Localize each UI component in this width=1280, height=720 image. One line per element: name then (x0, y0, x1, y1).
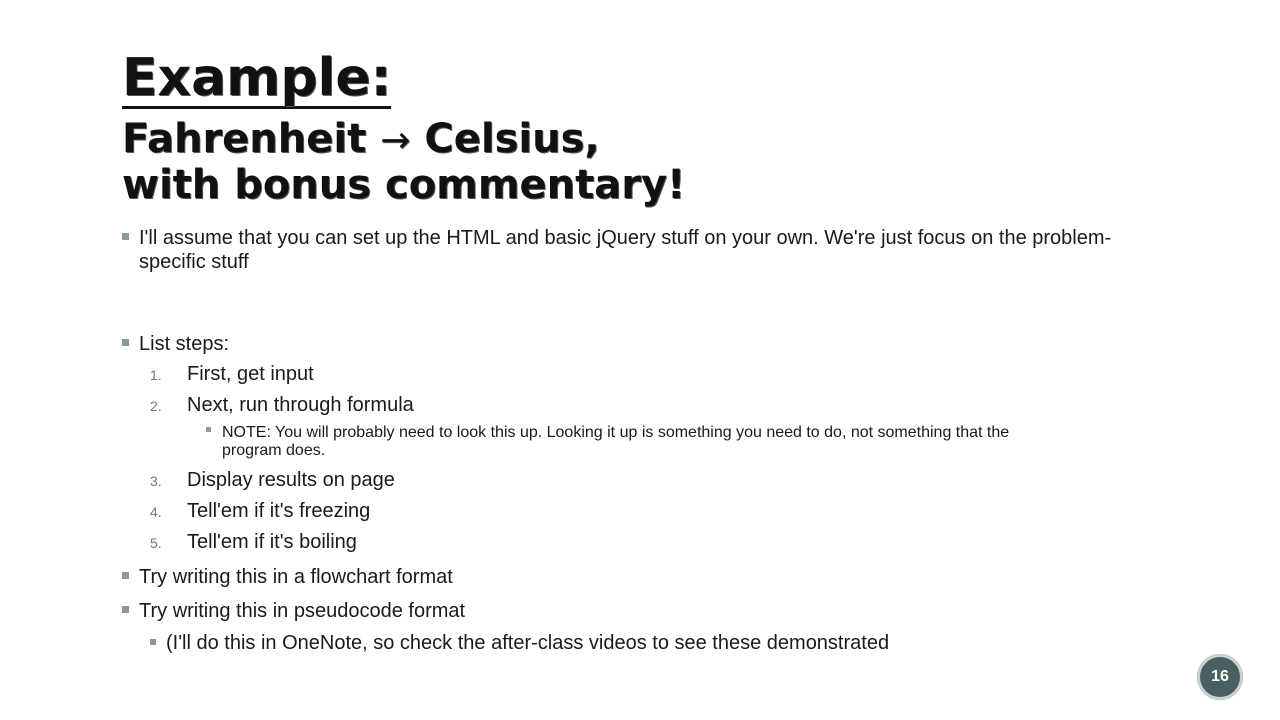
list-number: 3. (150, 473, 162, 489)
square-bullet-icon (122, 339, 129, 346)
list-number: 1. (150, 367, 162, 383)
list-number: 4. (150, 504, 162, 520)
title-conversion (122, 117, 685, 163)
list-item (150, 468, 1152, 493)
bullet-list-steps (122, 332, 1152, 356)
list-item (150, 499, 1152, 524)
steps-list (150, 362, 1152, 555)
square-bullet-icon (122, 572, 129, 579)
list-item (150, 530, 1152, 555)
slide-body (122, 226, 1152, 655)
list-item (150, 393, 1152, 418)
bullet-text: Try writing this in pseudocode format (139, 600, 466, 622)
square-bullet-icon (122, 606, 129, 613)
note-item (206, 424, 1152, 460)
title-fahrenheit: Fahrenheit (122, 116, 367, 162)
list-item-text: Tell'em if it's freezing (187, 500, 371, 522)
bullet-text: Try writing this in a flowchart format (139, 566, 453, 588)
bullet-pseudocode (122, 599, 1152, 623)
bullet-setup (122, 226, 1152, 274)
square-bullet-icon (122, 233, 129, 240)
square-bullet-icon (206, 427, 211, 432)
page-number-badge: 16 (1197, 654, 1243, 700)
bullet-flowchart (122, 565, 1152, 589)
list-item-text: Tell'em if it's boiling (187, 531, 357, 553)
slide-title (122, 50, 685, 207)
square-bullet-icon (150, 639, 156, 645)
sub-bullet-text: (I'll do this in OneNote, so check the after-class videos to see these demonstrated (166, 632, 890, 654)
list-number: 5. (150, 535, 162, 551)
note-text: NOTE: You will probably need to look this up. Looking it up is something you need to do, not something that the program does. (222, 424, 1010, 459)
bullet-text: List steps: (139, 333, 230, 355)
list-item-text: First, get input (187, 363, 314, 385)
bullet-text: I'll assume that you can set up the HTML and basic jQuery stuff on your own. We're just focus on the problem-specific stuff (139, 227, 1112, 273)
arrow-right-icon: → (380, 120, 411, 161)
list-number: 2. (150, 398, 162, 414)
title-example: Example: (122, 48, 392, 108)
list-item-text: Next, run through formula (187, 394, 414, 416)
sub-bullet-onenote (150, 631, 1152, 655)
title-celsius: Celsius, (424, 116, 600, 162)
list-item (150, 362, 1152, 387)
title-commentary: with bonus commentary! (122, 162, 686, 208)
list-item-text: Display results on page (187, 469, 395, 491)
